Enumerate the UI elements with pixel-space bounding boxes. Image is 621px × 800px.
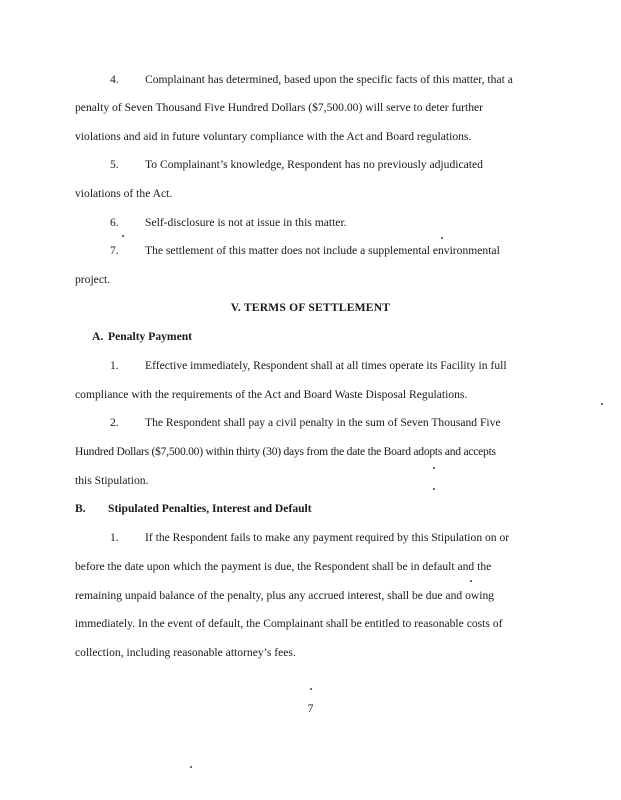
subsection-title: Penalty Payment (108, 330, 193, 343)
scan-speck (441, 237, 443, 239)
paragraph-number: 1. (110, 531, 119, 544)
paragraph-line: compliance with the requirements of the Act and Board Waste Disposal Regulations. (75, 388, 468, 401)
scan-speck (122, 235, 124, 237)
paragraph-line: violations and aid in future voluntary compliance with the Act and Board regulations. (75, 130, 472, 143)
paragraph-line: collection, including reasonable attorney’s fees. (75, 646, 296, 659)
paragraph-line: Hundred Dollars ($7,500.00) within thirty (30) days from the date the Board adopts and accepts (75, 445, 496, 458)
scan-speck (433, 467, 435, 469)
scan-speck (310, 688, 312, 690)
paragraph-number: 6. (110, 216, 119, 229)
paragraph-line: If the Respondent fails to make any payment required by this Stipulation on or (145, 531, 510, 544)
page-number: 7 (307, 702, 314, 715)
paragraph-line: Effective immediately, Respondent shall at all times operate its Facility in full (145, 359, 507, 372)
paragraph-number: 2. (110, 416, 119, 429)
paragraph-line: before the date upon which the payment is due, the Respondent shall be in default and the (75, 560, 492, 573)
paragraph-line: violations of the Act. (75, 187, 173, 200)
paragraph-line: The Respondent shall pay a civil penalty in the sum of Seven Thousand Five (145, 416, 501, 429)
paragraph-number: 4. (110, 73, 119, 86)
paragraph-line: To Complainant’s knowledge, Respondent has no previously adjudicated (145, 158, 483, 171)
paragraph-line: penalty of Seven Thousand Five Hundred Dollars ($7,500.00) will serve to deter further (75, 101, 484, 114)
subsection-label: B. (75, 502, 86, 515)
paragraph-number: 1. (110, 359, 119, 372)
scan-speck (601, 403, 603, 405)
paragraph-line: project. (75, 273, 111, 286)
paragraph-line: Complainant has determined, based upon the specific facts of this matter, that a (145, 73, 513, 86)
paragraph-line: The settlement of this matter does not include a supplemental environmental (145, 244, 500, 257)
subsection-label: A. (92, 330, 104, 343)
paragraph-line: this Stipulation. (75, 474, 149, 487)
paragraph-line: remaining unpaid balance of the penalty, plus any accrued interest, shall be due and owing (75, 589, 495, 602)
scan-speck (190, 766, 192, 768)
scan-speck (433, 488, 435, 490)
paragraph-line: immediately. In the event of default, the Complainant shall be entitled to reasonable costs of (75, 617, 503, 630)
section-heading: V. TERMS OF SETTLEMENT (230, 301, 391, 314)
scan-speck (470, 580, 472, 582)
paragraph-number: 7. (110, 244, 119, 257)
paragraph-number: 5. (110, 158, 119, 171)
subsection-title: Stipulated Penalties, Interest and Default (108, 502, 312, 515)
paragraph-line: Self-disclosure is not at issue in this matter. (145, 216, 347, 229)
